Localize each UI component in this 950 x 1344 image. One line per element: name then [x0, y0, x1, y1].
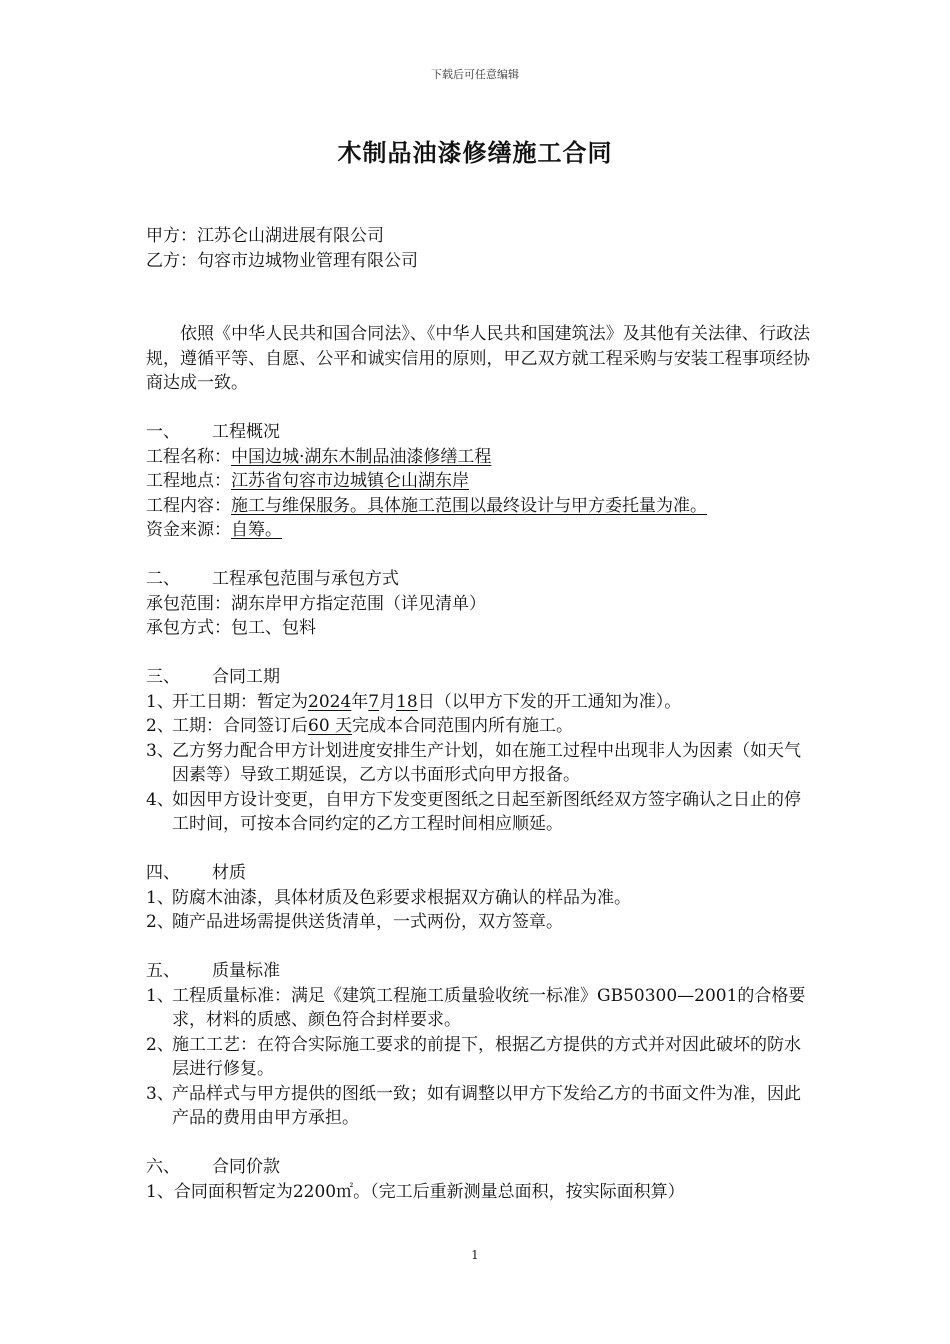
price-item-1: 1、合同面积暂定为2200㎡。（完工后重新测量总面积，按实际面积算） [146, 1181, 685, 1202]
section-2-heading: 二、 工程承包范围与承包方式 [146, 569, 399, 589]
project-place: 工程地点：江苏省句容市边城镇仑山湖东岸 [146, 471, 469, 491]
schedule-item-3: 3、 乙方努力配合甲方计划进度安排生产计划，如在施工过程中出现非人为因素（如天气因素等）导致工期延误，乙方以书面形式向甲方报备。 [146, 740, 801, 785]
section-6-heading: 六、 合同价款 [146, 1157, 280, 1177]
intro-paragraph: 依照《中华人民共和国合同法》、《中华人民共和国建筑法》及其他有关法律、行政法规，遵循平等、自愿、公平和诚实信用的原则，甲乙双方就工程采购与安装工程事项经协商达成一致。 [146, 324, 810, 393]
document-title: 木制品油漆修缮施工合同 [337, 139, 613, 167]
material-item-1: 1、 防腐木油漆，具体材质及色彩要求根据双方确认的样品为准。 [146, 887, 631, 908]
section-1-heading: 一、 工程概况 [146, 422, 280, 442]
party-a [146, 224, 810, 249]
contract-body [146, 224, 810, 1204]
schedule-item-4: 4、 如因甲方设计变更，自甲方下发变更图纸之日起至新图纸经双方签字确认之日止的停工时间，可按本合同约定的乙方工程时间相应顺延。 [146, 789, 801, 834]
project-place-value: 江苏省句容市边城镇仑山湖东岸 [231, 471, 469, 491]
page-number: 1 [471, 1248, 479, 1262]
start-year: 2024 [308, 691, 352, 712]
material-item-2: 2、 随产品进场需提供送货清单，一式两份，双方签章。 [146, 912, 563, 932]
party-b-label: 乙方： [146, 250, 197, 271]
party-a-value: 江苏仑山湖进展有限公司 [197, 226, 384, 246]
project-content: 工程内容：施工与维保服务。具体施工范围以最终设计与甲方委托量为准。 [146, 495, 707, 516]
party-a-label: 甲方： [146, 226, 197, 246]
header-note: 下载后可任意编辑 [431, 68, 519, 81]
fund-source-value: 自筹。 [231, 520, 282, 540]
schedule-item-1: 1、 开工日期：暂定为2024年7月18日（以甲方下发的开工通知为准）。 [146, 691, 682, 712]
party-b-value: 句容市边城物业管理有限公司 [197, 250, 418, 271]
start-day: 18 [396, 691, 418, 712]
contract-mode: 承包方式：包工、包料 [146, 618, 316, 638]
contract-scope: 承包范围：湖东岸甲方指定范围（详见清单） [146, 593, 486, 614]
party-b [146, 249, 810, 274]
section-3-heading: 三、 合同工期 [146, 667, 280, 687]
start-month: 7 [368, 691, 380, 712]
schedule-item-2: 2、 工期：合同签订后60 天完成本合同范围内所有施工。 [146, 716, 574, 736]
fund-source: 资金来源：自筹。 [146, 520, 282, 540]
quality-item-3: 3、 产品样式与甲方提供的图纸一致；如有调整以甲方下发给乙方的书面文件为准，因此产品的费用由甲方承担。 [146, 1083, 801, 1128]
quality-item-1: 1、 工程质量标准：满足《建筑工程施工质量验收统一标准》GB50300—2001的合格要求，材料的质感、颜色符合封样要求。 [146, 985, 806, 1030]
quality-item-2: 2、 施工工艺：在符合实际施工要求的前提下，根据乙方提供的方式并对因此破坏的防水层进行修复。 [146, 1034, 801, 1079]
project-content-value: 施工与维保服务。具体施工范围以最终设计与甲方委托量为准。 [231, 495, 707, 516]
duration-days: 60 天 [308, 716, 353, 736]
section-5-heading: 五、 质量标准 [146, 961, 280, 981]
project-name-value: 中国边城·湖东木制品油漆修缮工程 [231, 446, 492, 467]
section-4-heading: 四、 材质 [146, 863, 246, 883]
project-name: 工程名称：中国边城·湖东木制品油漆修缮工程 [146, 446, 492, 467]
